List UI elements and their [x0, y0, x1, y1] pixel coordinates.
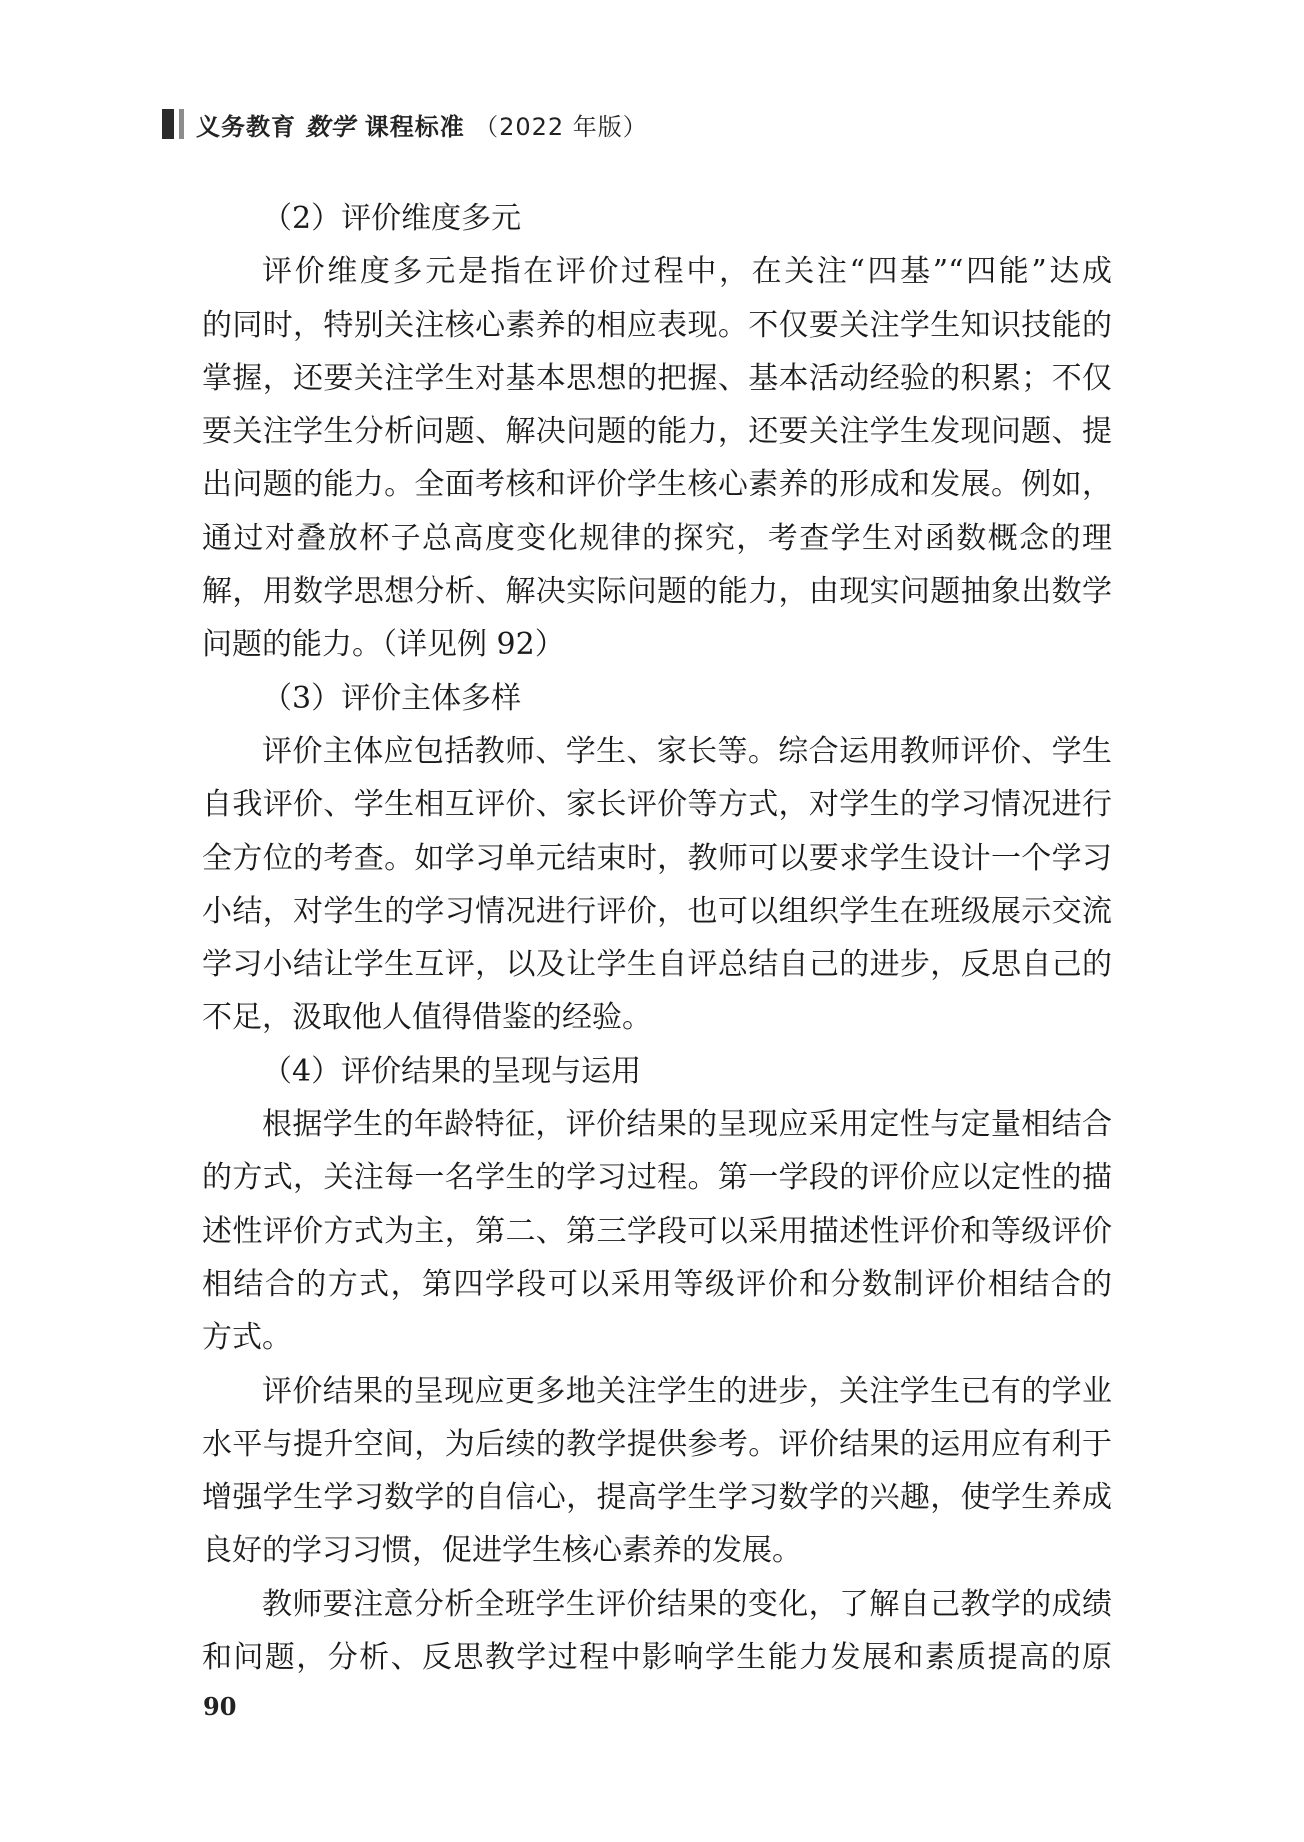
page-number: 90 [203, 1692, 237, 1721]
paragraph [202, 1098, 1112, 1364]
paragraph-line: 小结，对学生的学习情况进行评价，也可以组织学生在班级展示交流 [202, 893, 1112, 929]
paragraph-line: 通过对叠放杯子总高度变化规律的探究，考查学生对函数概念的理 [202, 520, 1112, 556]
header-bar-thin [179, 109, 184, 139]
paragraph-line: 增强学生学习数学的自信心，提高学生学习数学的兴趣，使学生养成 [202, 1480, 1112, 1516]
section-heading: （4）评价结果的呈现与运用 [262, 1053, 642, 1089]
book-title [196, 107, 648, 142]
paragraph-line: 掌握，还要关注学生对基本思想的把握、基本活动经验的积累；不仅 [202, 360, 1112, 396]
paragraph-line: 全方位的考查。如学习单元结束时，教师可以要求学生设计一个学习 [202, 840, 1112, 876]
paragraph-line: 评价结果的呈现应更多地关注学生的进步，关注学生已有的学业 [262, 1373, 1112, 1409]
paragraph-line: 教师要注意分析全班学生评价结果的变化，了解自己教学的成绩 [262, 1586, 1112, 1622]
paragraph [202, 725, 1112, 1045]
book-title-subject: 数学 [305, 111, 356, 141]
paragraph-line: 解，用数学思想分析、解决实际问题的能力，由现实问题抽象出数学 [202, 574, 1112, 610]
running-header [162, 104, 648, 144]
header-bar-thick [162, 109, 174, 139]
paragraph-line: 水平与提升空间，为后续的教学提供参考。评价结果的运用应有利于 [202, 1426, 1112, 1462]
page-body [202, 192, 1112, 1684]
paragraph [202, 1578, 1112, 1685]
paragraph-line: 的方式，关注每一名学生的学习过程。第一学段的评价应以定性的描 [202, 1160, 1112, 1196]
section-heading: （3）评价主体多样 [262, 680, 522, 716]
paragraph-line: 评价维度多元是指在评价过程中，在关注“四基”“四能”达成 [262, 254, 1112, 290]
paragraph-line: 评价主体应包括教师、学生、家长等。综合运用教师评价、学生 [262, 733, 1112, 769]
paragraph-line: 根据学生的年龄特征，评价结果的呈现应采用定性与定量相结合 [262, 1107, 1112, 1143]
paragraph-line: 问题的能力。（详见例 92） [202, 627, 565, 663]
paragraph-line: 的同时，特别关注核心素养的相应表现。不仅要关注学生知识技能的 [202, 307, 1112, 343]
paragraph-line: 良好的学习习惯，促进学生核心素养的发展。 [202, 1533, 802, 1569]
paragraph-line: 学习小结让学生互评，以及让学生自评总结自己的进步，反思自己的 [202, 947, 1112, 983]
paragraph [202, 1365, 1112, 1578]
book-title-part1: 义务教育 [196, 112, 296, 141]
paragraph-line: 方式。 [202, 1320, 292, 1356]
paragraph-line: 出问题的能力。全面考核和评价学生核心素养的形成和发展。例如， [202, 467, 1112, 503]
paragraph [202, 245, 1112, 671]
header-bars-decoration [162, 109, 184, 139]
paragraph-line: 述性评价方式为主，第二、第三学段可以采用描述性评价和等级评价 [202, 1213, 1112, 1249]
paragraph-line: 自我评价、学生相互评价、家长评价等方式，对学生的学习情况进行 [202, 787, 1112, 823]
section-heading: （2）评价维度多元 [262, 201, 522, 236]
paragraph-line: 和问题，分析、反思教学过程中影响学生能力发展和素质提高的原 [202, 1640, 1112, 1676]
book-edition: （2022 年版） [474, 112, 648, 141]
paragraph-line: 要关注学生分析问题、解决问题的能力，还要关注学生发现问题、提 [202, 414, 1112, 450]
paragraph-line: 不足，汲取他人值得借鉴的经验。 [202, 1000, 652, 1036]
paragraph-line: 相结合的方式，第四学段可以采用等级评价和分数制评价相结合的 [202, 1266, 1112, 1302]
book-title-part2: 课程标准 [364, 112, 465, 141]
